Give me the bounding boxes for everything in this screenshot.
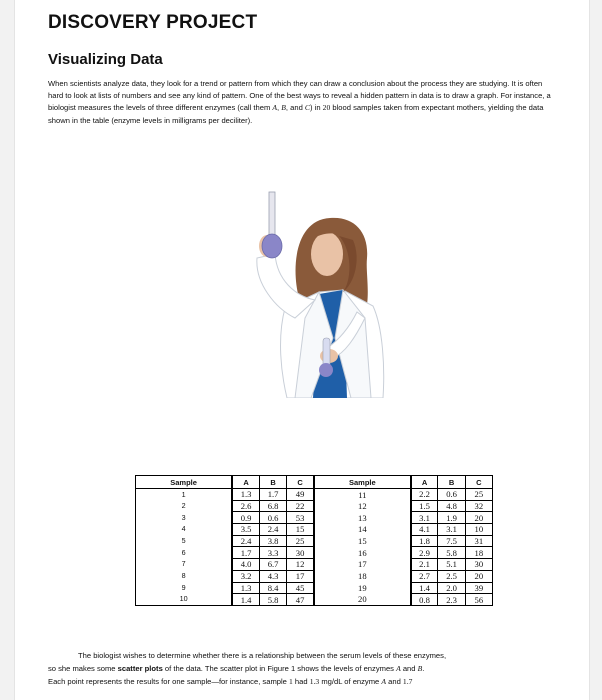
table-cell: 4.3	[259, 570, 286, 582]
table-cell: 5.1	[438, 559, 465, 571]
table-cell: 30	[287, 547, 314, 559]
column-header: Sample	[136, 476, 233, 489]
closing-line-2: so she makes some scatter plots of the data. The scatter plot in Figure 1 shows the levels of enzymes A and B.	[48, 664, 425, 673]
table-cell: 4.0	[232, 559, 259, 571]
table-cell: 8.4	[259, 582, 286, 594]
table-cell: 20	[465, 512, 492, 524]
table-cell: 4.8	[438, 500, 465, 512]
table-cell: 17	[287, 570, 314, 582]
column-header: A	[232, 476, 259, 489]
table-row	[136, 547, 493, 559]
table-cell: 3.5	[232, 524, 259, 536]
table-cell: 16	[314, 547, 411, 559]
table-cell: 2.9	[411, 547, 438, 559]
column-header: Sample	[314, 476, 411, 489]
table-row	[136, 594, 493, 606]
table-cell: 6.8	[259, 500, 286, 512]
table-cell: 17	[314, 559, 411, 571]
table-row	[136, 570, 493, 582]
table-cell: 0.6	[438, 489, 465, 501]
table-cell: 39	[465, 582, 492, 594]
table-row	[136, 489, 493, 501]
table-cell: 2.6	[232, 500, 259, 512]
closing-line-1: The biologist wishes to determine whether there is a relationship between the serum levels of these enzymes,	[78, 651, 447, 660]
column-header: C	[287, 476, 314, 489]
table-cell: 1.7	[232, 547, 259, 559]
table-cell: 7.5	[438, 535, 465, 547]
table-cell: 2.1	[411, 559, 438, 571]
table-cell: 8	[181, 571, 186, 581]
table-cell: 30	[465, 559, 492, 571]
table-cell: 6	[181, 547, 186, 557]
table-cell: 13	[314, 512, 411, 524]
table-cell: 12	[287, 559, 314, 571]
table-cell: 47	[287, 594, 314, 606]
table-cell: 0.6	[259, 512, 286, 524]
column-header: B	[259, 476, 286, 489]
table-cell: 3	[181, 512, 186, 522]
table-row	[136, 500, 493, 512]
table-row	[136, 582, 493, 594]
table-cell: 45	[287, 582, 314, 594]
table-cell: 1	[181, 489, 186, 499]
intro-paragraph: When scientists analyze data, they look for a trend or pattern from which they can draw a conclusion about the process they are studying. It is often hard to look at lists of numbers and see any kind of pattern. One of the best ways to reveal a hidden pattern in data is to draw a graph. For instance, a biologist measures the levels of three different enzymes (call them A, B, and C) in 20 blood samples taken from expectant mothers, yielding the data shown in the table (enzyme levels in milligrams per deciliter).	[48, 79, 551, 125]
table-row	[136, 512, 493, 524]
table-cell: 6.7	[259, 559, 286, 571]
table-cell: 25	[465, 489, 492, 501]
table-cell: 18	[314, 570, 411, 582]
table-cell: 1.8	[411, 535, 438, 547]
table-cell: 2.4	[232, 535, 259, 547]
table-cell: 7	[181, 559, 186, 569]
table-cell: 15	[314, 535, 411, 547]
table-cell: 49	[287, 489, 314, 501]
table-cell: 3.8	[259, 535, 286, 547]
table-cell: 1.9	[438, 512, 465, 524]
table-cell: 5.8	[438, 547, 465, 559]
table-cell: 5	[181, 536, 186, 546]
textbook-page	[14, 0, 590, 700]
table-cell: 22	[287, 500, 314, 512]
table-cell: 1.7	[259, 489, 286, 501]
enzyme-data-table	[135, 475, 493, 606]
column-header: A	[411, 476, 438, 489]
table-row	[136, 535, 493, 547]
table-cell: 1.3	[232, 489, 259, 501]
table-cell: 3.3	[259, 547, 286, 559]
column-header: B	[438, 476, 465, 489]
table-cell: 11	[314, 489, 411, 501]
table-row	[136, 524, 493, 536]
table-cell: 20	[314, 594, 411, 606]
table-cell: 2	[181, 501, 186, 511]
table-cell: 1.4	[411, 582, 438, 594]
page-title: DISCOVERY PROJECT	[48, 12, 258, 33]
table-cell: 2.5	[438, 570, 465, 582]
table-cell: 10	[465, 524, 492, 536]
closing-paragraph	[48, 649, 568, 688]
table-cell: 18	[465, 547, 492, 559]
table-row	[136, 559, 493, 571]
table-cell: 2.2	[411, 489, 438, 501]
column-header: C	[465, 476, 492, 489]
table-cell: 0.9	[232, 512, 259, 524]
table-cell: 56	[465, 594, 492, 606]
table-cell: 2.7	[411, 570, 438, 582]
table-cell: 9	[181, 582, 186, 592]
scientist-illustration	[215, 188, 415, 398]
table-cell: 14	[314, 524, 411, 536]
table-cell: 31	[465, 535, 492, 547]
table-cell: 32	[465, 500, 492, 512]
table-cell: 3.1	[438, 524, 465, 536]
table-cell: 15	[287, 524, 314, 536]
table-cell: 53	[287, 512, 314, 524]
closing-line-3: Each point represents the results for one sample—for instance, sample 1 had 1.3 mg/dL of enzyme A and 1.7	[48, 677, 413, 686]
table-cell: 19	[314, 582, 411, 594]
table-cell: 2.0	[438, 582, 465, 594]
table-cell: 4	[181, 524, 186, 534]
table-cell: 10	[179, 594, 188, 604]
table-cell: 3.2	[232, 570, 259, 582]
section-title: Visualizing Data	[48, 51, 163, 68]
table-cell: 1.4	[232, 594, 259, 606]
table-cell: 5.8	[259, 594, 286, 606]
table-cell: 20	[465, 570, 492, 582]
table-cell: 1.5	[411, 500, 438, 512]
table-cell: 1.3	[232, 582, 259, 594]
table-cell: 2.3	[438, 594, 465, 606]
table-cell: 12	[314, 500, 411, 512]
table-cell: 25	[287, 535, 314, 547]
table-cell: 3.1	[411, 512, 438, 524]
table-cell: 4.1	[411, 524, 438, 536]
table-cell: 0.8	[411, 594, 438, 606]
table-cell: 2.4	[259, 524, 286, 536]
table-header-row	[136, 476, 493, 489]
